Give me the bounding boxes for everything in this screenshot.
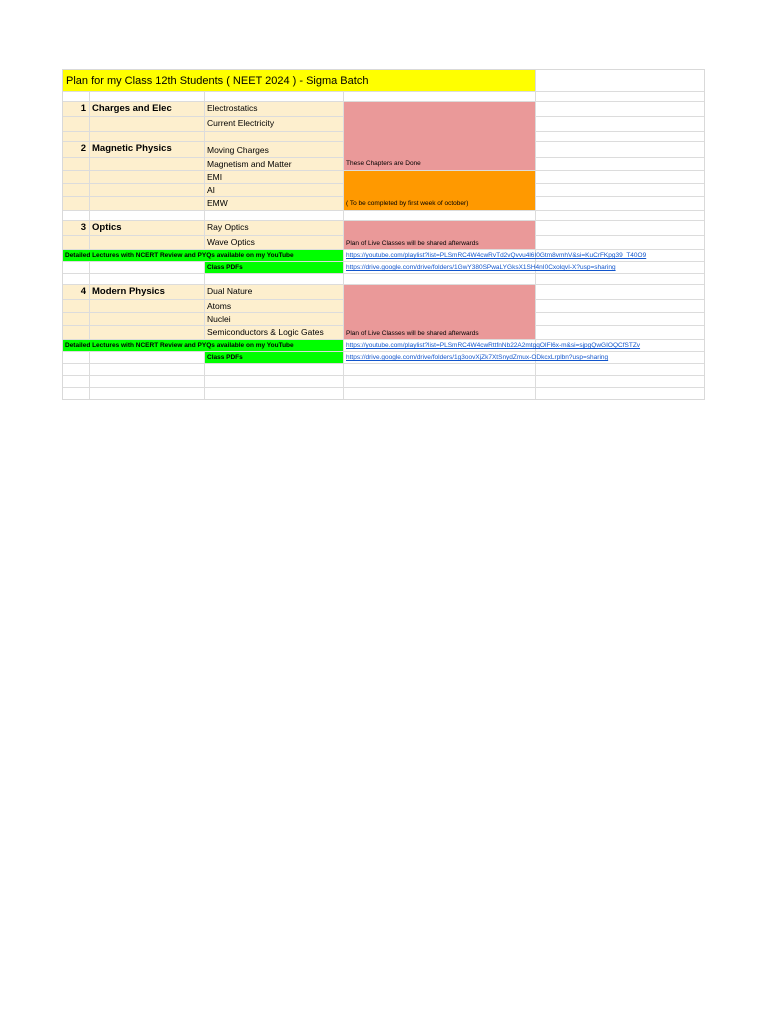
- empty-cell[interactable]: [536, 184, 705, 197]
- empty-cell[interactable]: [205, 274, 344, 285]
- empty-cell[interactable]: [90, 376, 205, 388]
- empty-cell[interactable]: [536, 211, 705, 221]
- status-live-plan: Plan of Live Classes will be shared afterwards: [344, 285, 536, 340]
- empty-cell[interactable]: [63, 132, 90, 142]
- empty-cell[interactable]: [536, 352, 705, 364]
- empty-cell[interactable]: [536, 92, 705, 102]
- empty-cell[interactable]: [90, 92, 205, 102]
- youtube-playlist-link[interactable]: https://youtube.com/playlist?list=PLSmRC4W4cwRttfnNb22A2mtgqOIFl6x-m&si=sjpgQwGIOQCfSTZv: [344, 340, 536, 352]
- empty-cell[interactable]: [205, 376, 344, 388]
- empty-cell[interactable]: [90, 236, 205, 250]
- empty-cell[interactable]: [344, 364, 536, 376]
- status-live-plan: Plan of Live Classes will be shared afterwards: [344, 221, 536, 250]
- chapter-cell: Current Electricity: [205, 117, 344, 132]
- empty-cell[interactable]: [90, 197, 205, 211]
- empty-cell[interactable]: [90, 388, 205, 400]
- unit-number: 1: [63, 102, 90, 117]
- empty-cell[interactable]: [63, 236, 90, 250]
- empty-cell[interactable]: [536, 274, 705, 285]
- empty-cell[interactable]: [536, 376, 705, 388]
- empty-cell[interactable]: [344, 274, 536, 285]
- empty-cell[interactable]: [344, 388, 536, 400]
- chapter-cell: Dual Nature: [205, 285, 344, 300]
- empty-cell[interactable]: [63, 326, 90, 340]
- empty-cell[interactable]: [90, 211, 205, 221]
- chapter-cell: Moving Charges: [205, 142, 344, 158]
- chapter-cell: Electrostatics: [205, 102, 344, 117]
- empty-cell[interactable]: [536, 171, 705, 184]
- class-pdfs-label: Class PDFs: [207, 264, 243, 271]
- empty-cell[interactable]: [536, 117, 705, 132]
- empty-cell[interactable]: [536, 250, 705, 262]
- class-pdfs-label: Class PDFs: [207, 354, 243, 361]
- empty-cell[interactable]: [205, 92, 344, 102]
- empty-cell[interactable]: [63, 92, 90, 102]
- empty-cell[interactable]: [90, 326, 205, 340]
- chapter-cell: Nuclei: [205, 313, 344, 326]
- empty-cell[interactable]: [205, 132, 344, 142]
- chapter-cell: EMI: [205, 171, 344, 184]
- empty-cell[interactable]: [63, 197, 90, 211]
- empty-cell[interactable]: [205, 211, 344, 221]
- empty-cell[interactable]: [63, 117, 90, 132]
- status-done: These Chapters are Done: [344, 102, 536, 171]
- empty-cell[interactable]: [63, 274, 90, 285]
- chapter-cell: Semiconductors & Logic Gates: [205, 326, 344, 340]
- empty-cell[interactable]: [205, 388, 344, 400]
- empty-cell[interactable]: [63, 388, 90, 400]
- unit-number: 4: [63, 285, 90, 300]
- chapter-cell: EMW: [205, 197, 344, 211]
- empty-cell[interactable]: [63, 262, 90, 274]
- empty-cell[interactable]: [63, 313, 90, 326]
- empty-cell[interactable]: [63, 364, 90, 376]
- empty-cell[interactable]: [536, 132, 705, 142]
- empty-cell[interactable]: [536, 326, 705, 340]
- drive-folder-link[interactable]: https://drive.google.com/drive/folders/1g3oovXjZk7XtSnydZmux-ODkcxLrplbn?usp=sharing: [344, 352, 536, 364]
- empty-cell[interactable]: [63, 158, 90, 171]
- empty-cell[interactable]: [90, 171, 205, 184]
- empty-cell[interactable]: [536, 300, 705, 313]
- empty-cell[interactable]: [536, 340, 705, 352]
- sheet-title: Plan for my Class 12th Students ( NEET 2024 ) - Sigma Batch: [63, 70, 536, 92]
- empty-cell[interactable]: [63, 300, 90, 313]
- empty-cell[interactable]: [536, 388, 705, 400]
- empty-cell[interactable]: [536, 364, 705, 376]
- lectures-label: Detailed Lectures with NCERT Review and PYQs available on my YouTube: [65, 252, 294, 259]
- chapter-cell: AI: [205, 184, 344, 197]
- empty-cell[interactable]: [536, 313, 705, 326]
- unit-name: Modern Physics: [90, 285, 205, 300]
- empty-cell[interactable]: [90, 300, 205, 313]
- empty-cell[interactable]: [344, 92, 536, 102]
- chapter-cell: Wave Optics: [205, 236, 344, 250]
- chapter-cell: Magnetism and Matter: [205, 158, 344, 171]
- empty-cell[interactable]: [90, 132, 205, 142]
- empty-cell[interactable]: [536, 221, 705, 236]
- empty-cell[interactable]: [344, 211, 536, 221]
- status-pending: ( To be completed by first week of october): [344, 171, 536, 211]
- empty-cell[interactable]: [536, 70, 705, 92]
- empty-cell[interactable]: [344, 376, 536, 388]
- empty-cell[interactable]: [205, 364, 344, 376]
- spreadsheet-grid: [62, 69, 705, 400]
- empty-cell[interactable]: [90, 262, 205, 274]
- empty-cell[interactable]: [536, 142, 705, 158]
- empty-cell[interactable]: [536, 158, 705, 171]
- unit-name: Optics: [90, 221, 205, 236]
- empty-cell[interactable]: [90, 313, 205, 326]
- empty-cell[interactable]: [536, 285, 705, 300]
- empty-cell[interactable]: [63, 352, 90, 364]
- youtube-playlist-link[interactable]: https://youtube.com/playlist?list=PLSmRC4W4cwRvTd2vQvvu4l6I0Gtm8vmhV&si=KuCrFKpg39_T40O9: [344, 250, 536, 262]
- drive-folder-link[interactable]: https://drive.google.com/drive/folders/1GwY380SPwaLYGksX1SH4nI0CxolqvI-X?usp=sharing: [344, 262, 536, 274]
- empty-cell[interactable]: [90, 274, 205, 285]
- empty-cell[interactable]: [63, 211, 90, 221]
- empty-cell[interactable]: [90, 352, 205, 364]
- empty-cell[interactable]: [63, 171, 90, 184]
- empty-cell[interactable]: [90, 184, 205, 197]
- empty-cell[interactable]: [63, 376, 90, 388]
- unit-name: Magnetic Physics: [90, 142, 205, 158]
- lectures-label: Detailed Lectures with NCERT Review and PYQs available on my YouTube: [65, 342, 294, 349]
- unit-number: 2: [63, 142, 90, 158]
- unit-number: 3: [63, 221, 90, 236]
- empty-cell[interactable]: [90, 117, 205, 132]
- empty-cell[interactable]: [536, 197, 705, 211]
- empty-cell[interactable]: [90, 158, 205, 171]
- empty-cell[interactable]: [536, 102, 705, 117]
- empty-cell[interactable]: [63, 184, 90, 197]
- chapter-cell: Ray Optics: [205, 221, 344, 236]
- empty-cell[interactable]: [90, 364, 205, 376]
- empty-cell[interactable]: [536, 262, 705, 274]
- empty-cell[interactable]: [536, 236, 705, 250]
- unit-name: Charges and Elec: [90, 102, 205, 117]
- chapter-cell: Atoms: [205, 300, 344, 313]
